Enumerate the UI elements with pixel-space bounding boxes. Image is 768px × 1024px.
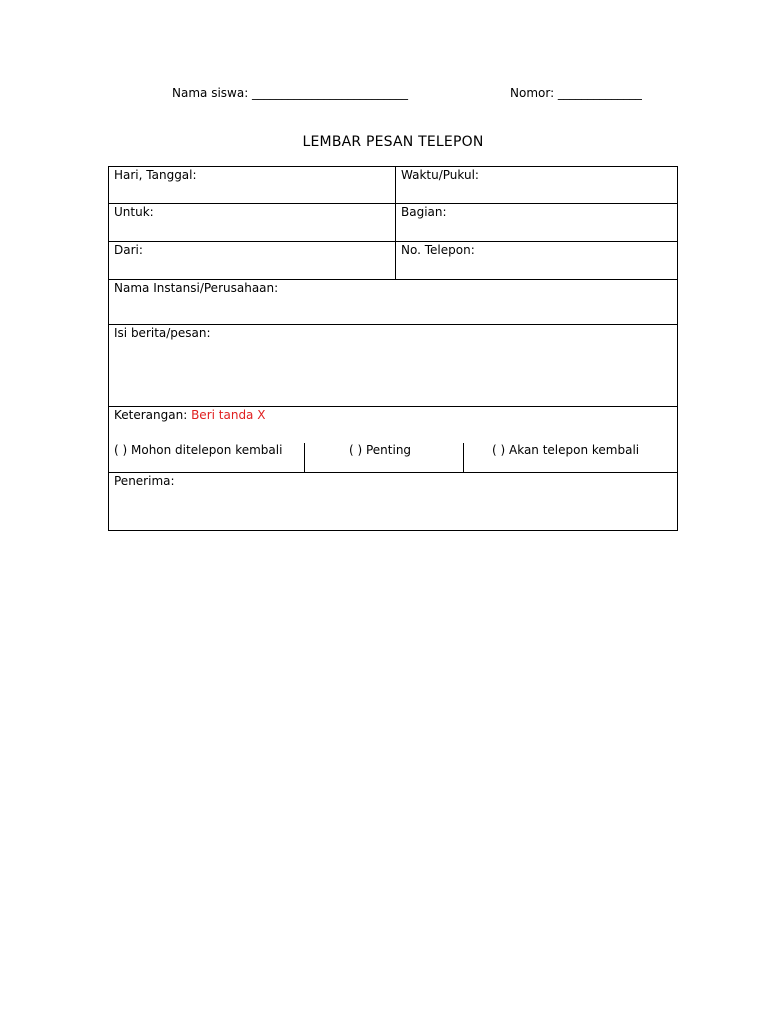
remarks-note: Beri tanda X: [191, 408, 266, 422]
option-important[interactable]: ( ) Penting: [304, 443, 463, 472]
from-field[interactable]: Dari:: [114, 243, 143, 257]
remarks-label-text: Keterangan:: [114, 408, 192, 422]
message-field[interactable]: Isi berita/pesan:: [114, 326, 211, 340]
time-field[interactable]: Waktu/Pukul:: [395, 167, 677, 203]
number-line: Nomor: ______________: [510, 86, 642, 100]
day-date-field[interactable]: Hari, Tanggal:: [114, 168, 197, 182]
company-field[interactable]: Nama Instansi/Perusahaan:: [114, 281, 279, 295]
form-row-message: [109, 325, 677, 407]
section-field[interactable]: Bagian:: [395, 204, 677, 241]
phone-field[interactable]: No. Telepon:: [395, 242, 677, 279]
form-row-company: [109, 280, 677, 325]
form-row-to-section: [109, 204, 677, 242]
page-title: LEMBAR PESAN TELEPON: [302, 134, 484, 150]
phone-message-form: [108, 166, 678, 531]
form-row-day-time: [109, 167, 677, 204]
option-will-call-back[interactable]: ( ) Akan telepon kembali: [463, 443, 677, 472]
remarks-label: [114, 408, 265, 422]
form-row-receiver: [109, 473, 677, 531]
to-field[interactable]: Untuk:: [114, 205, 154, 219]
student-name-line: Nama siswa: __________________________: [172, 86, 409, 100]
option-call-back-request[interactable]: ( ) Mohon ditelepon kembali: [114, 443, 283, 457]
form-row-from-phone: [109, 242, 677, 280]
form-row-remarks: [109, 407, 677, 473]
receiver-field[interactable]: Penerima:: [114, 474, 175, 488]
